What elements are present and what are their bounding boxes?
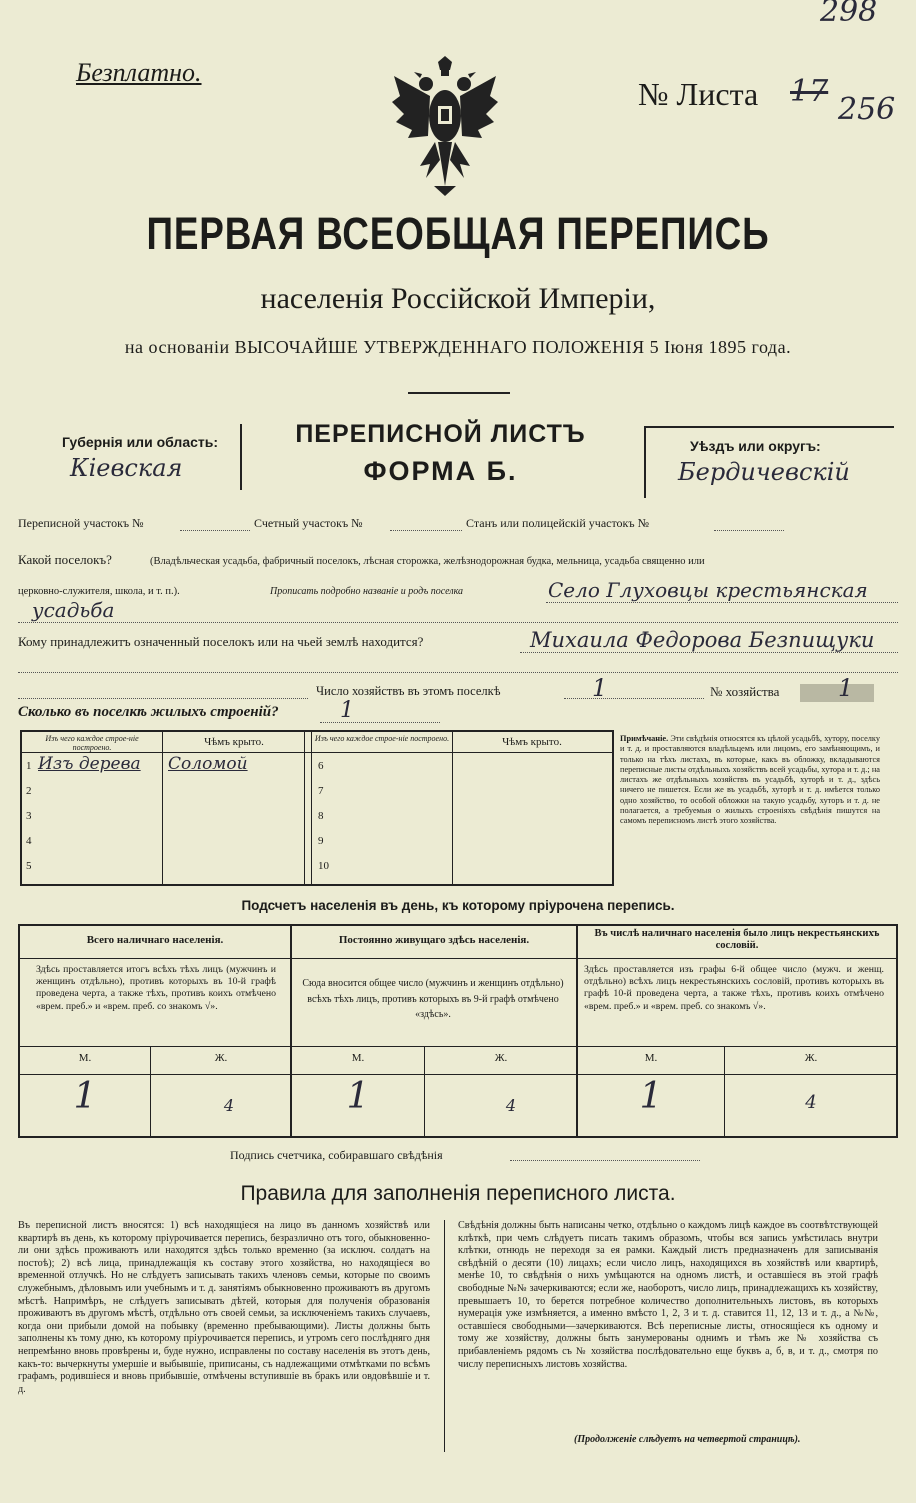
bt-row-num: 4 [26,835,32,847]
bt-row-num: 6 [318,760,324,772]
uezd-box [644,426,894,498]
count-f-label-3: Ж. [804,1052,818,1064]
bt-row-num: 3 [26,810,32,822]
count-m-label-1: М. [78,1052,92,1064]
households-value: 1 [592,674,608,702]
bt-right-rows [318,754,450,879]
settlement-question: Какой поселокъ? [18,552,112,567]
household-no-field [800,684,874,702]
gubernia-box [16,424,242,490]
signature-field[interactable] [510,1160,700,1161]
bt-row-5 [26,854,158,879]
count-text-nonpeasant: Здѣсь проставляется изъ графы 6-й общее число (мужч. и женщ. отдѣльно) всѣхъ лицъ некрестьянскихъ сословій, противъ которыхъ въ графѣ 10-й проведена черта, а также тѣхъ, противъ коихъ отмѣчено «врем. преб.» и «врем. преб. со знакомъ √». [584,964,884,1012]
settlement-hint-1: (Владѣльческая усадьба, фабричный поселокъ, лѣсная сторожка, желѣзнодорожная будка, мельница, усадьба священно или [150,556,705,567]
schetny-field[interactable] [390,530,462,531]
count-title: Подсчетъ населенія въ день, къ которому пріурочена перепись. [241,898,675,913]
title-divider [408,392,510,394]
count-text-total: Здѣсь проставляется итогъ всѣхъ тѣхъ лицъ (мужчинъ и женщинъ отдѣльно), противъ которыхъ въ 10-й графѣ проведена черта, а также тѣхъ, противъ коихъ отмѣчено «врем. преб.» и «врем. преб. со знакомъ √». [36,964,276,1012]
rules-divider [444,1220,445,1452]
count-m-label-3: М. [644,1052,658,1064]
count-total-m: 1 [73,1076,97,1117]
buildings-value: 1 [340,698,354,723]
rules-left: Въ переписной листъ вносятся: 1) всѣ находящіеся на лицо въ данномъ хозяйствѣ или квартирѣ въ день, къ которому пріурочивается перепись, безразлично отъ того, обыкновенно-ли они здѣсь проживаютъ или находятся здѣсь только временно (за исключ. солдатъ на постоѣ); 2) всѣ лица, принадлежащія къ составу этого хозяйства, но находящіеся во временной отлучкѣ. Но не слѣдуетъ записывать такихъ членовъ семьи, которые по своимъ служебнымъ, дѣловымъ или учебнымъ и т. д. занятіямъ обыкновенно проживаютъ въ другомъ мѣстѣ. Напримѣръ, не слѣдуетъ записывать дѣтей, которыя для полученія образованія проживаютъ въ другомъ мѣстѣ, отдѣльно отъ своей семьи, за исключеніемъ такихъ случаевъ, когда они прибыли домой на побывку (временно пребывающими). Листы должны быть заполнены къ тому дню, къ которому пріурочивается перепись, и утромъ сего послѣдняго дня непремѣнно вновь провѣрены и, буде нужно, исправлены по составу населенія въ этотъ день, какъ-то: вычеркнуты умершіе и выбывшіе, приписаны, съ надлежащими отмѣтками по всѣмъ графамъ, родившіеся и вновь прибывшіе, отмѣчены вступившіе въ бракъ или овдовѣвшіе и т. д. [18,1220,430,1395]
signature-label: Подпись счетчика, собиравшаго свѣдѣнія [230,1148,443,1162]
count-f-label-2: Ж. [494,1052,508,1064]
owner-question: Кому принадлежитъ означенный поселокъ или на чьей землѣ находится? [18,634,424,649]
household-no-label: № хозяйства [710,684,780,699]
count-nonpeasant-f: 4 [805,1092,817,1113]
uezd-value: Бердичевскій [678,458,850,486]
form-type: ФОРМА Б. [363,456,518,486]
count-nonpeasant-m: 1 [639,1076,663,1117]
sheet-no-value: 17 [790,74,829,109]
settlement-line-1 [546,602,898,603]
archive-number-side: 256 [838,92,896,127]
bt-row-num: 8 [318,810,324,822]
uchastok-label: Переписной участокъ № [18,516,144,530]
count-text-permanent: Сюда вносится общее число (мужчинъ и женщинъ отдѣльно) всѣхъ тѣхъ лицъ, противъ которыхъ въ 9-й графѣ отмѣчено «здѣсь». [302,978,564,1020]
settlement-hint-2: церковно-служителя, школа, и т. п.). [18,586,180,597]
gubernia-label: Губернія или область: [62,434,219,450]
note-block [620,734,880,827]
bt-row-4 [26,829,158,854]
settlement-value-2: усадьба [32,598,115,622]
buildings-table [20,730,614,886]
bt-head-roof-right: Чѣмъ крыто. [502,736,562,748]
note-text: Эти свѣдѣнія относятся къ цѣлой усадьбѣ, хутору, поселку и т. д. и проставляются владѣльцемъ или лицомъ, его замѣняющимъ, и только на тѣхъ листахъ, въ которые, какъ въ обложку, вкладываются переписные листы отдѣльныхъ хозяйствъ всей усадьбы, хутора и т. д.; на листахъ же отдѣльныхъ хозяйствъ въ усадьбѣ, хуторѣ и т. д., здѣсь ничего не пишется. Если же въ усадьбѣ, хуторѣ и т. д. имѣется только одно хозяйство, то особой обложки на такую усадьбу, хуторъ и т. д. не полагается, а требуемыя о жилыхъ строеніяхъ свѣдѣнія пишутся на самомъ переписномъ листѣ этого хозяйства. [620,734,880,826]
gubernia-value: Кіевская [70,454,183,482]
households-label: Число хозяйствъ въ этомъ поселкѣ [316,684,501,698]
bt-row-num: 1 [26,760,32,772]
settlement-instruction: Прописать подробно названіе и родъ поселка [270,586,464,597]
bt-head-material-left: Изъ чего каждое строе-ніе построено. [45,734,139,753]
count-f-label-1: Ж. [214,1052,228,1064]
page-subtitle: населенія Россійской Имперіи, [260,282,656,315]
sheet-no-label: № Листа [638,76,759,112]
count-head-nonpeasant: Въ числѣ наличнаго населенія было лицъ некрестьянскихъ сословій. [594,928,880,952]
owner-line [520,652,898,653]
count-head-permanent: Постоянно живущаго здѣсь населенія. [338,934,530,946]
double-headed-eagle-icon [390,56,500,196]
rules-title: Правила для заполненія переписного листа. [240,1182,676,1205]
form-title: ПЕРЕПИСНОЙ ЛИСТЪ [295,420,586,448]
stan-label: Станъ или полицейскій участокъ № [466,516,650,530]
free-note: Безплатно. [76,58,202,87]
count-permanent-m: 1 [346,1076,370,1117]
page-basis: на основаніи ВЫСОЧАЙШЕ УТВЕРЖДЕННАГО ПОЛОЖЕНІЯ 5 Іюня 1895 года. [124,337,792,357]
settlement-value-1: Село Глуховцы крестьянская [548,578,868,602]
stan-field[interactable] [714,530,784,531]
rules-right: Свѣдѣнія должны быть написаны четко, отдѣльно о каждомъ лицѣ каждое въ соотвѣтствующей клѣткѣ, при чемъ слѣдуетъ писать такимъ образомъ, чтобы вся запись умѣстилась внутри клѣтки, отнюдь не переходя за ея рамки. Каждый листъ предназначенъ для записыванія свѣдѣній о десяти (10) лицахъ; если число лицъ, находящихся въ хозяйствѣ или квартирѣ, менѣе 10, то свѣдѣнія о нихъ умѣщаются на одномъ листѣ, и оставшіеся въ этой графѣ свободные №№ зачеркиваются; если же, наоборотъ, число лицъ, принадлежащихъ къ хозяйству, превышаетъ 10, то берется потребное количество дополнительныхъ листовъ, въ которыхъ нумерація уже измѣняется, а именно вмѣсто 1, 2, 3 и т. д. ставится 11, 12, 13 и т. д., а №№, оставшіеся свободными—зачеркиваются. Всѣ переписные листы, относящіеся къ одному и тому же хозяйству, должны быть занумерованы однимъ и тѣмъ же № хозяйства съ прибавленіемъ рядомъ съ № хозяйства послѣдовательно еще буквъ а, б, в, и т. д., смотря по числу переписныхъ листовъ хозяйства. [458,1220,878,1370]
rules-continue: (Продолженіе слѣдуетъ на четвертой страницѣ). [574,1434,801,1445]
bt-row-num: 7 [318,785,324,797]
page-title: ПЕРВАЯ ВСЕОБЩАЯ ПЕРЕПИСЬ [146,208,770,259]
household-no-value: 1 [838,674,854,702]
bt-row-num: 5 [26,860,32,872]
bt-row-num: 10 [318,860,329,872]
bt-row-2 [26,779,158,804]
bt-row-material: Изъ дерева [38,754,141,774]
bt-row-1 [26,754,158,779]
uezd-label: Уѣздъ или округъ: [690,438,821,454]
households-line [564,698,704,699]
buildings-line [320,722,440,723]
bt-head-roof-left: Чѣмъ крыто. [204,736,264,748]
count-total-f: 4 [223,1096,235,1115]
count-permanent-f: 4 [505,1096,517,1115]
owner-line-2 [18,672,898,673]
settlement-line-2 [18,622,898,623]
bt-left-rows [26,754,158,879]
note-label: Примѣчаніе. [620,734,669,743]
archive-number-top: 298 [820,0,878,29]
count-head-total: Всего наличнаго населенія. [86,934,224,946]
bt-head-material-right: Изъ чего каждое строе-ніе построено. [314,734,450,743]
count-table [18,924,898,1138]
buildings-question: Сколько въ поселкѣ жилыхъ строеній? [18,704,279,720]
schetny-label: Счетный участокъ № [254,516,363,530]
bt-row-3 [26,804,158,829]
bt-row-num: 2 [26,785,32,797]
owner-value: Михаила Федорова Безпищуки [530,628,875,652]
households-line-left [18,698,308,699]
bt-row-roof: Соломой [168,754,248,774]
uchastok-field[interactable] [180,530,250,531]
bt-row-num: 9 [318,835,324,847]
count-m-label-2: М. [351,1052,365,1064]
